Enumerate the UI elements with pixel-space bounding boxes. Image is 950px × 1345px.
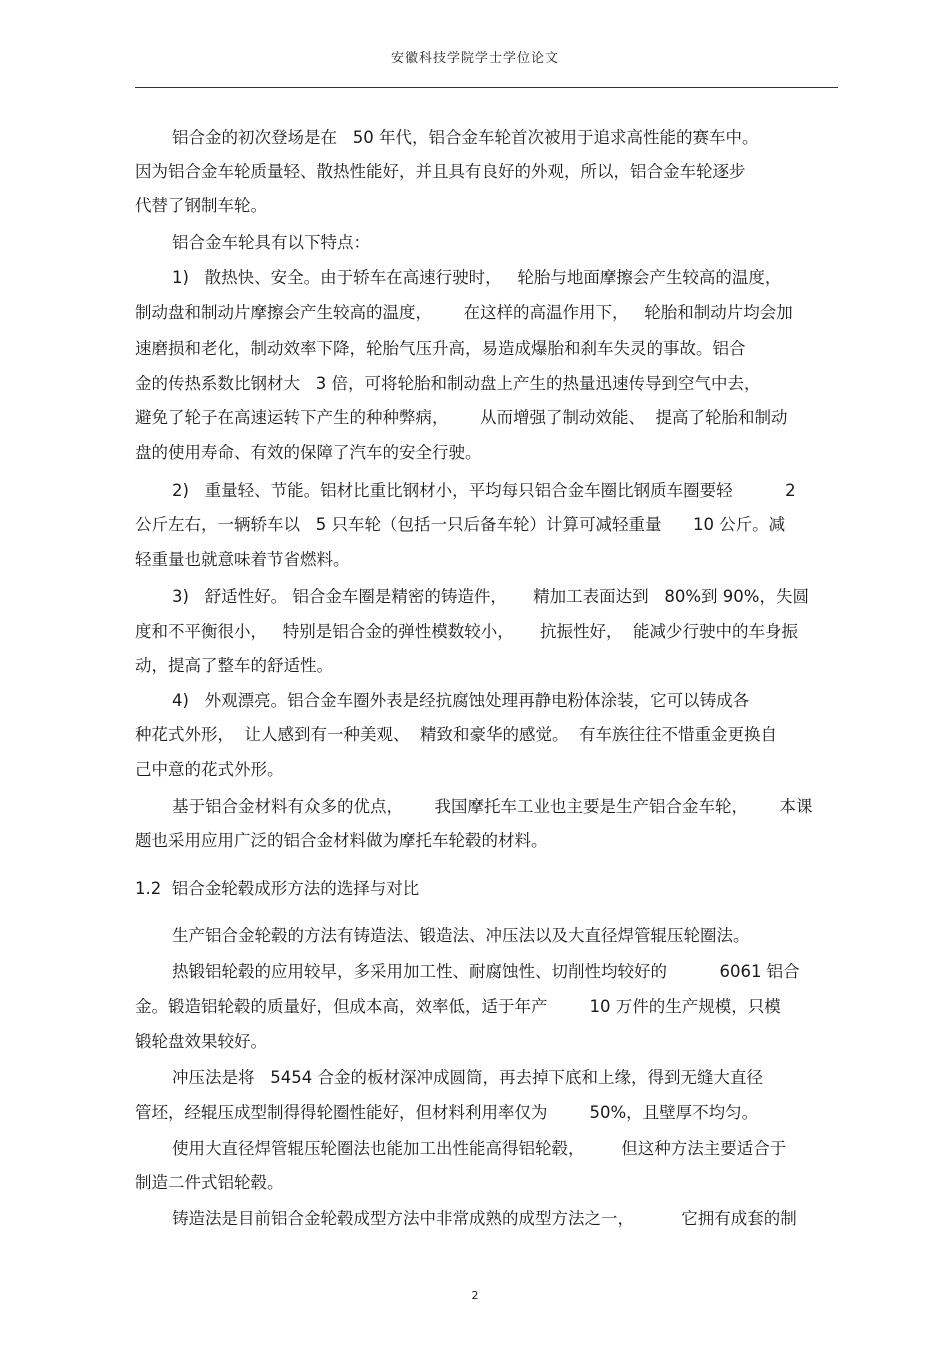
text-line: 基于铝合金材料有众多的优点， 我国摩托车工业也主要是生产铝合金车轮， 本课 — [172, 797, 813, 816]
running-header: 安徽科技学院学士学位论文 — [390, 51, 559, 66]
text-line: 种花式外形， 让人感到有一种美观、 精致和豪华的感觉。 有车族往往不惜重金更换自 — [135, 725, 777, 744]
text-line: 1) 散热快、安全。由于轿车在高速行驶时， 轮胎与地面摩擦会产生较高的温度， — [172, 268, 782, 287]
text-line: 使用大直径焊管辊压轮圈法也能加工出性能高得铝轮毂， 但这种方法主要适合于 — [172, 1139, 787, 1158]
text-line: 己中意的花式外形。 — [135, 760, 284, 779]
text-line: 题也采用应用广泛的铝合金材料做为摩托车轮毂的材料。 — [135, 831, 548, 850]
text-line: 2) 重量轻、节能。铝材比重比钢材小，平均每只铝合金车圈比钢质车圈要轻 2 — [172, 481, 796, 500]
text-line: 制造二件式铝轮毂。 — [135, 1173, 284, 1192]
text-line: 轻重量也就意味着节省燃料。 — [135, 550, 350, 569]
text-line: 公斤左右，一辆轿车以 5 只车轮（包括一只后备车轮）计算可减轻重量 10 公斤。减 — [135, 515, 786, 534]
text-line: 生产铝合金轮毂的方法有铸造法、锻造法、冲压法以及大直径焊管辊压轮圈法。 — [172, 926, 750, 945]
text-line: 4) 外观漂亮。铝合金车圈外表是经抗腐蚀处理再静电粉体涂装，它可以铸成各 — [172, 691, 750, 710]
text-line: 铝合金的初次登场是在 50 年代，铝合金车轮首次被用于追求高性能的赛车中。 — [172, 128, 759, 147]
text-line: 铸造法是目前铝合金轮毂成型方法中非常成熟的成型方法之一， 它拥有成套的制 — [172, 1209, 797, 1228]
text-line: 因为铝合金车轮质量轻、散热性能好，并且具有良好的外观，所以，铝合金车轮逐步 — [135, 162, 746, 181]
text-line: 管坯，经辊压成型制得得轮圈性能好，但材料利用率仅为 50%，且壁厚不均匀。 — [135, 1103, 759, 1122]
text-line: 避免了轮子在高速运转下产生的种种弊病， 从而增强了制动效能、 提高了轮胎和制动 — [135, 408, 788, 427]
text-line: 3) 舒适性好。 铝合金车圈是精密的铸造件， 精加工表面达到 80%到 90%，失圆 — [172, 587, 809, 606]
text-line: 金的传热系数比钢材大 3 倍，可将轮胎和制动盘上产生的热量迅速传导到空气中去， — [135, 374, 761, 393]
text-line: 铝合金车轮具有以下特点： — [172, 233, 370, 252]
text-line: 金。锻造铝轮毂的质量好，但成本高，效率低，适于年产 10 万件的生产规模，只模 — [135, 997, 781, 1016]
text-line: 度和不平衡很小， 特别是铝合金的弹性模数较小， 抗振性好， 能减少行驶中的车身振 — [135, 622, 798, 641]
text-line: 制动盘和制动片摩擦会产生较高的温度， 在这样的高温作用下， 轮胎和制动片均会加 — [135, 303, 793, 322]
text-line: 热锻铝轮毂的应用较早，多采用加工性、耐腐蚀性、切削性均较好的 6061 铝合 — [172, 962, 800, 981]
section-heading: 1.2 铝合金轮毂成形方法的选择与对比 — [135, 879, 420, 898]
text-line: 速磨损和老化，制动效率下降，轮胎气压升高，易造成爆胎和刹车失灵的事故。铝合 — [135, 339, 746, 358]
text-line: 冲压法是将 5454 合金的板材深冲成圆筒，再去掉下底和上缘，得到无缝大直径 — [172, 1068, 763, 1087]
text-line: 锻轮盘效果较好。 — [135, 1032, 267, 1051]
header-rule — [135, 87, 838, 88]
text-line: 代替了钢制车轮。 — [135, 196, 267, 215]
text-line: 盘的使用寿命、有效的保障了汽车的安全行驶。 — [135, 443, 482, 462]
text-line: 动，提高了整车的舒适性。 — [135, 656, 333, 675]
page-number: 2 — [471, 1289, 479, 1302]
